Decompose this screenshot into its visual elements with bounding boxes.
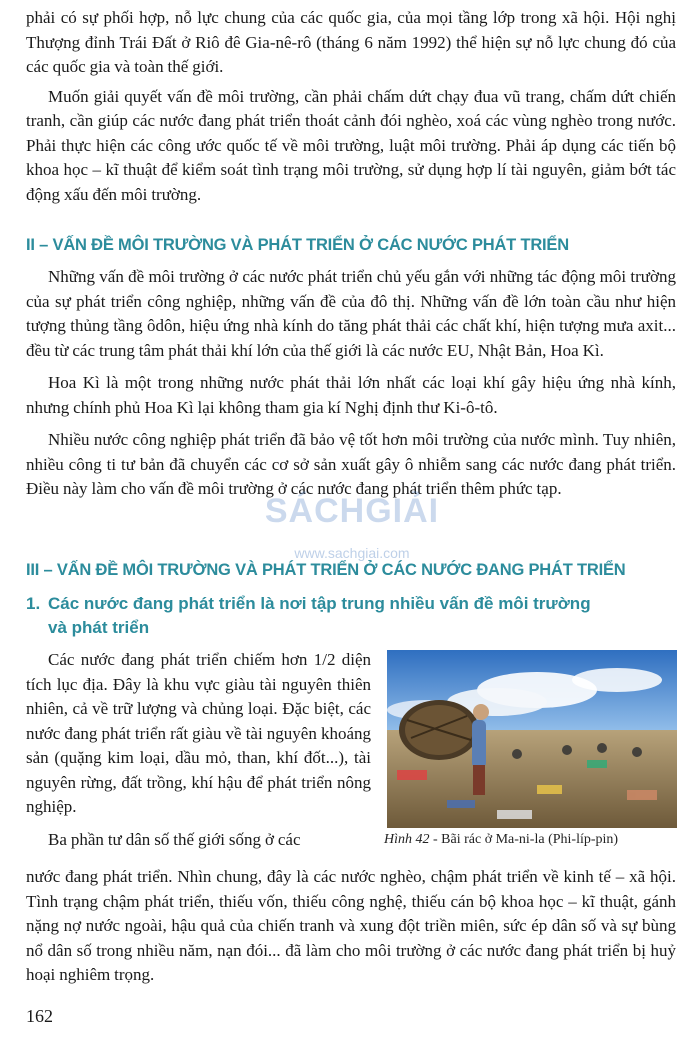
watermark-url: www.sachgiai.com [294,545,410,561]
section-2-paragraph-1: Những vấn đề môi trường ở các nước phát triển chủ yếu gắn với những tác động môi trường của sự phát triển công nghiệp, những vấn đề của đô thị. Những vấn đề lớn toàn cầu như hiện tượng thủng tầng ôdôn, hiệu ứng nhà kính do tăng phát thải các chất khí, hiện tượng mưa axit... đều từ các trung tâm phát thải khí lớn của thế giới là các nước EU, Nhật Bản, Hoa Kì. [26,267,676,360]
section-3-paragraph-2-block [26,865,676,988]
section-3-paragraph-1: Các nước đang phát triển chiếm hơn 1/2 diện tích lục địa. Đây là khu vực giàu tài nguyên thiên nhiên, cả về trữ lượng và chủng loại. Đặc biệt, các nước đang phát triển rất giàu về tài nguyên khoáng sản (quặng kim loại, dầu mỏ, than, khí đốt...), tài nguyên rừng, đất trồng, khí hậu để phát triển nông nghiệp. [26,650,371,816]
subsection-title-line-2: và phát triển [48,618,150,637]
figure-caption [384,832,680,848]
figure-caption-text: - Bãi rác ở Ma-ni-la (Phi-líp-pin) [429,832,619,847]
watermark-logo: SÁCHGIẢI [264,492,440,530]
landfill-photo-illustration [387,650,677,828]
section-3-paragraph-2-start: Ba phần tư dân số thế giới sống ở các [48,829,301,849]
subsection-1-heading [26,592,686,640]
intro-paragraph-2: Muốn giải quyết vấn đề môi trường, cần phải chấm dứt chạy đua vũ trang, chấm dứt chiến tranh, cần giúp các nước đang phát triển thoát cảnh đói nghèo, xoá các vùng nghèo trong nước. Phải thực hiện các công ước quốc tế về môi trường, luật môi trường. Phải áp dụng các tiến bộ khoa học – kĩ thuật để kiểm soát tình trạng môi trường, sử dụng hợp lí tài nguyên, giảm bớt tác động xấu đến môi trường. [26,86,676,204]
section-3-heading: III – VẤN ĐỀ MÔI TRƯỜNG VÀ PHÁT TRIỂN Ở CÁC NƯỚC ĐANG PHÁT TRIỂN [26,561,626,579]
section-2-block [26,265,676,502]
page-number: 162 [26,1006,53,1026]
section-2-heading: II – VẤN ĐỀ MÔI TRƯỜNG VÀ PHÁT TRIỂN Ở CÁC NƯỚC PHÁT TRIỂN [26,236,569,254]
intro-block [26,6,676,207]
section-3-paragraph-2: nước đang phát triển. Nhìn chung, đây là các nước nghèo, chậm phát triển về kinh tế – xã hội. Tình trạng chậm phát triển, thiếu vốn, thiếu công nghệ, thiếu cán bộ khoa học – kĩ thuật, gánh nặng nợ nước ngoài, hậu quả của chiến tranh và xung đột triền miên, sức ép dân số và sự bùng nổ dân số trong nhiều năm, nạn đói... đã làm cho môi trường ở các nước đang phát triển bị huỷ hoại nghiêm trọng. [26,867,676,984]
section-2-paragraph-3: Nhiều nước công nghiệp phát triển đã bảo vệ tốt hơn môi trường của nước mình. Tuy nhiên, nhiều công ti tư bản đã chuyển các cơ sở sản xuất gây ô nhiễm sang các nước đang phát triển. Điều này làm cho vấn đề môi trường ở các nước đang phát triển thêm phức tạp. [26,430,676,498]
subsection-title-line-1: Các nước đang phát triển là nơi tập trung nhiều vấn đề môi trường [48,594,591,613]
section-2-paragraph-2: Hoa Kì là một trong những nước phát thải lớn nhất các loại khí gây hiệu ứng nhà kính, nhưng chính phủ Hoa Kì lại không tham gia kí Nghị định thư Ki-ô-tô. [26,373,676,417]
figure-label: Hình 42 [384,832,430,847]
landfill-photo [387,650,677,828]
section-3-paragraph-1-block [26,648,371,852]
subsection-number: 1. [26,594,41,613]
intro-paragraph-1: phải có sự phối hợp, nỗ lực chung của các quốc gia, của mọi tầng lớp trong xã hội. Hội nghị Thượng đỉnh Trái Đất ở Riô đê Gia-nê-rô (tháng 6 năm 1992) thể hiện sự nỗ lực chung đó của các quốc gia và toàn thế giới. [26,8,676,76]
